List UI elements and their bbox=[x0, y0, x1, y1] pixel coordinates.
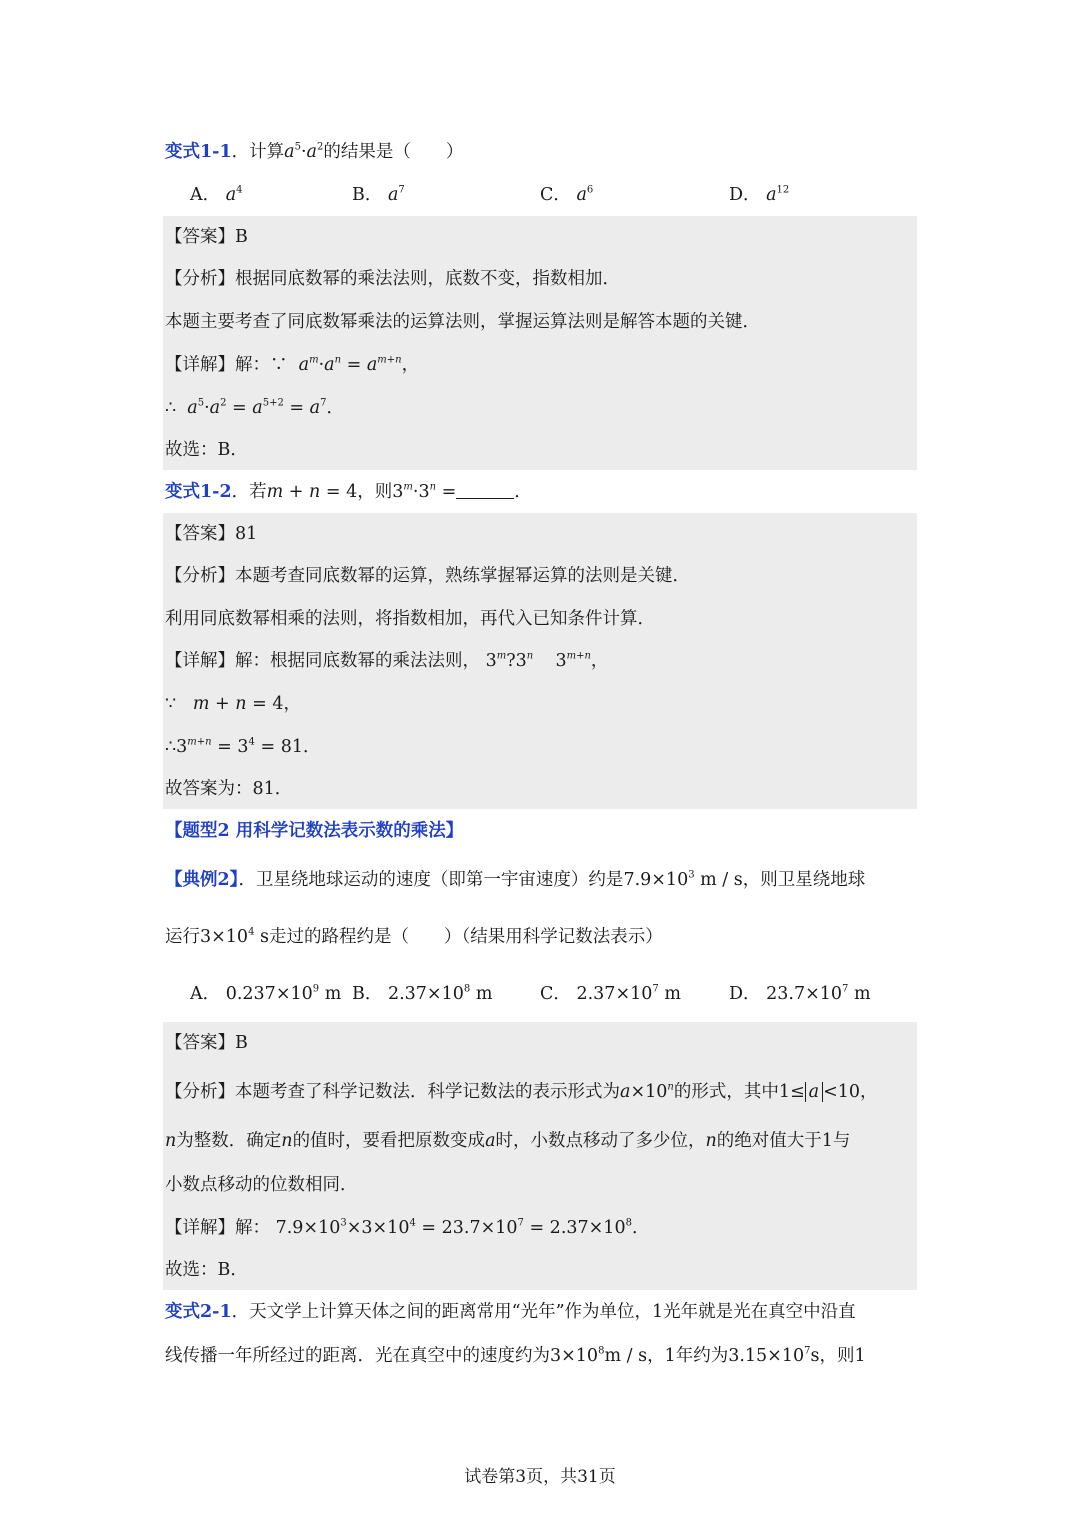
detail-step: $\therefore 3^{m+n} = 3^4 = 81$． bbox=[165, 736, 321, 757]
formula: 1≤ a <10， bbox=[778, 1082, 878, 1102]
answer: 【答案】81 bbox=[165, 524, 258, 544]
option-a[interactable]: A． $0.237\times 10^9$ m bbox=[190, 983, 342, 1004]
analysis-note: 利用同底数幂相乘的法则，将指数相加，再代入已知条件计算． bbox=[165, 609, 655, 629]
analysis: 【分析】本题考查了科学记数法．科学记数法的表示形式为$a\times 10^n$的形式，其中1≤ a <10， bbox=[165, 1081, 878, 1102]
formula: $3^m\cdot 3^n$ = bbox=[392, 481, 457, 502]
formula: $7.9\times 10^3\times 3\times 10^4 = 23.7\times 10^7 = 2.37\times 10^8$． bbox=[275, 1217, 650, 1238]
question-label: 变式1-2 bbox=[165, 482, 232, 502]
formula: $3\times 10^8m / s$ bbox=[550, 1345, 648, 1366]
option-b[interactable]: B． $2.37\times 10^8$ m bbox=[352, 983, 493, 1004]
question-label: 变式1-1 bbox=[165, 142, 232, 162]
formula: $3.15\times 10^7s$ bbox=[728, 1345, 820, 1366]
formula: $7.9\times 10^3$ m / s bbox=[623, 869, 743, 890]
formula: $a^5\cdot a^2 = a^{5+2} = a^7$． bbox=[187, 397, 344, 418]
conclusion: 故选：B． bbox=[165, 1260, 248, 1280]
formula: $3^{m+n} = 3^4 = 81$． bbox=[176, 736, 321, 757]
option-a[interactable]: A． $a^4$ bbox=[190, 184, 243, 205]
analysis: 【分析】本题考查同底数幂的运算，熟练掌握幂运算的法则是关键． bbox=[165, 566, 690, 586]
answer-blank[interactable] bbox=[456, 481, 514, 499]
detail-step: ∴ $a^5\cdot a^2 = a^{5+2} = a^7$． bbox=[165, 397, 344, 418]
option-c[interactable]: C． $2.37\times 10^7$ m bbox=[540, 983, 681, 1004]
detail-step: ∵ m + n = 4， bbox=[165, 694, 301, 714]
answer: 【答案】B bbox=[165, 227, 248, 247]
formula: m + n = 4 bbox=[266, 482, 358, 502]
formula: $a^m\cdot a^n = a^{m+n}$， bbox=[298, 354, 420, 375]
example-label: 【典例2】 bbox=[165, 870, 239, 890]
analysis-cont: n为整数．确定n的值时，要看把原数变成a时，小数点移动了多少位，n的绝对值大于1与 bbox=[165, 1131, 851, 1151]
conclusion: 故选：B． bbox=[165, 440, 248, 460]
formula: $a\times 10^n$ bbox=[620, 1081, 674, 1102]
question-2-1-line2: 线传播一年所经过的距离．光在真空中的速度约为$3\times 10^8m / s$，1年约为$3.15\times 10^7s$，则1 bbox=[165, 1345, 866, 1366]
question-1-2-stem: 变式1-2．若m + n = 4，则$3^m\cdot 3^n$ = ． bbox=[165, 481, 532, 502]
question-2-1-line1: 变式2-1．天文学上计算天体之间的距离常用“光年”作为单位，1光年就是光在真空中沿直 bbox=[165, 1302, 856, 1322]
answer-band-1-1 bbox=[163, 216, 917, 470]
page-footer: 试卷第3页，共31页 bbox=[464, 1467, 616, 1487]
question-1-1-stem: 变式1-1．计算$a^5\cdot a^2$的结果是（ ） bbox=[165, 141, 464, 162]
detail: 【详解】解：∵ $a^m\cdot a^n = a^{m+n}$， bbox=[165, 354, 420, 375]
analysis-cont: 小数点移动的位数相同． bbox=[165, 1175, 358, 1195]
formula: $a^5\cdot a^2$ bbox=[284, 141, 324, 162]
question-label: 变式2-1 bbox=[165, 1302, 232, 1322]
option-d[interactable]: D． $a^{12}$ bbox=[729, 184, 790, 205]
formula: m + n = 4， bbox=[192, 694, 301, 714]
answer-band-2 bbox=[163, 1022, 917, 1290]
option-c[interactable]: C． $a^6$ bbox=[540, 184, 594, 205]
conclusion: 故答案为：81． bbox=[165, 779, 293, 799]
formula: $3\times 10^4$ s bbox=[200, 926, 269, 947]
answer: 【答案】B bbox=[165, 1033, 248, 1053]
option-d[interactable]: D． $23.7\times 10^7$ m bbox=[729, 983, 871, 1004]
example-2-stem-line2: 运行$3\times 10^4$ s走过的路程约是（ ）（结果用科学记数法表示） bbox=[165, 926, 663, 947]
example-2-stem-line1: 【典例2】．卫星绕地球运动的速度（即第一宇宙速度）约是$7.9\times 10^3$ m / s，则卫星绕地球 bbox=[165, 869, 866, 890]
analysis: 【分析】根据同底数幂的乘法法则，底数不变，指数相加． bbox=[165, 269, 620, 289]
option-b[interactable]: B． $a^7$ bbox=[352, 184, 405, 205]
formula: 3$^m$?3$^n$ $3^{m+n}$， bbox=[485, 650, 609, 671]
analysis-note: 本题主要考查了同底数幂乘法的运算法则，掌握运算法则是解答本题的关键． bbox=[165, 312, 760, 332]
section-title: 【题型2 用科学记数法表示数的乘法】 bbox=[165, 821, 464, 841]
detail: 【详解】解： $7.9\times 10^3\times 3\times 10^4 = 23.7\times 10^7 = 2.37\times 10^8$． bbox=[165, 1217, 650, 1238]
detail: 【详解】解：根据同底数幂的乘法法则， 3$^m$?3$^n$ $3^{m+n}$， bbox=[165, 650, 609, 671]
